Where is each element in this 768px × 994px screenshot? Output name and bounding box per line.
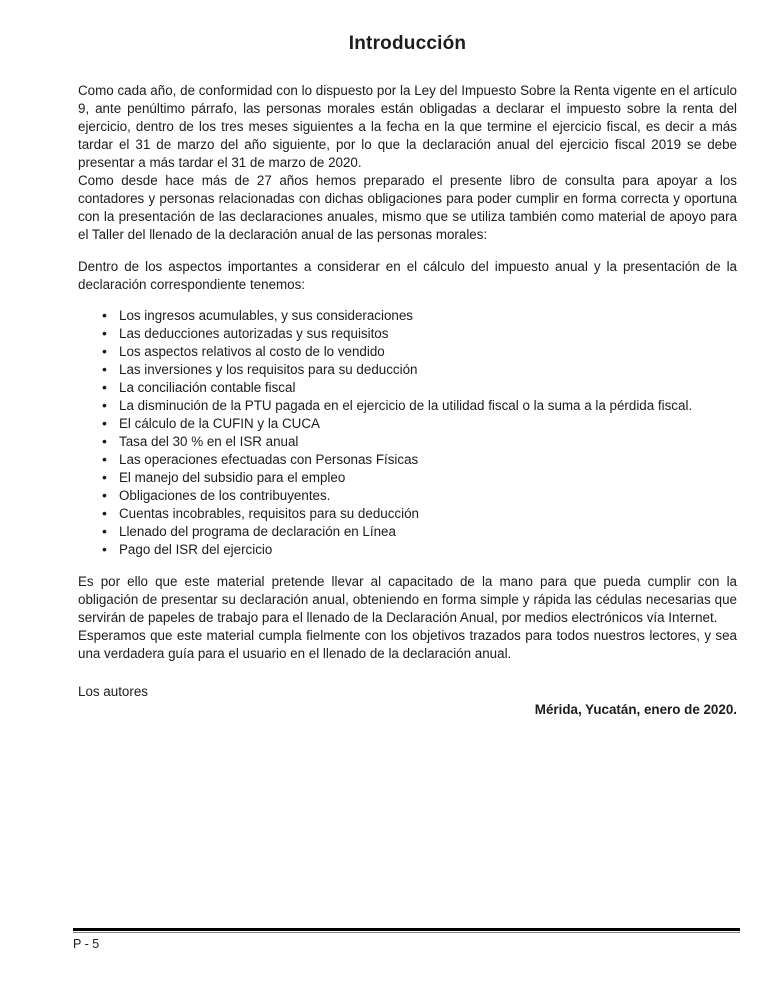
bullet-item: • Pago del ISR del ejercicio [78, 541, 737, 559]
bullet-item: • Cuentas incobrables, requisitos para su deducción [78, 505, 737, 523]
bullet-item: • Tasa del 30 % en el ISR anual [78, 433, 737, 451]
topic-bullet-list [78, 307, 737, 559]
bullet-item: • Las inversiones y los requisitos para su deducción [78, 361, 737, 379]
authors-line: Los autores [78, 684, 148, 699]
bullet-item: • Las deducciones autorizadas y sus requisitos [78, 325, 737, 343]
closing-paragraphs [78, 573, 737, 663]
paragraph: Es por ello que este material pretende llevar al capacitado de la mano para que pueda cumplir con la obligación de presentar su declaración anual, obteniendo en forma simple y rápida las cédulas necesarias que servirán de papeles de trabajo para el llenado de la Declaración Anual, por medios electrónicos vía Internet. [78, 574, 737, 625]
paragraph: Como cada año, de conformidad con lo dispuesto por la Ley del Impuesto Sobre la Renta vigente en el artículo 9, ante penúltimo párrafo, las personas morales están obligadas a declarar el impuesto sobre la renta del ejercicio, dentro de los tres meses siguientes a la fecha en la que termine el ejercicio fiscal, es decir a más tardar el 31 de marzo del año siguiente, por lo que la declaración anual del ejercicio fiscal 2019 se debe presentar a más tardar el 31 de marzo de 2020. [78, 83, 737, 170]
page-number: P - 5 [73, 937, 100, 951]
bullet-item: • La disminución de la PTU pagada en el ejercicio de la utilidad fiscal o la suma a la pérdida fiscal. [78, 397, 737, 415]
footer-rule-thick [73, 928, 740, 931]
bullet-item: • Las operaciones efectuadas con Personas Físicas [78, 451, 737, 469]
bullet-item: • Los aspectos relativos al costo de lo vendido [78, 343, 737, 361]
footer-rule-thin [73, 932, 740, 933]
bullet-item: • La conciliación contable fiscal [78, 379, 737, 397]
document-page [78, 33, 737, 719]
list-intro-paragraph: Dentro de los aspectos importantes a considerar en el cálculo del impuesto anual y la presentación de la declaración correspondiente tenemos: [78, 259, 737, 292]
bullet-item: • El manejo del subsidio para el empleo [78, 469, 737, 487]
intro-paragraphs [78, 82, 737, 244]
paragraph: Como desde hace más de 27 años hemos preparado el presente libro de consulta para apoyar a los contadores y personas relacionadas con dichas obligaciones para poder cumplir en forma correcta y oportuna con la presentación de las declaraciones anuales, mismo que se utiliza también como material de apoyo para el Taller del llenado de la declaración anual de las personas morales: [78, 173, 737, 242]
page-footer [73, 928, 740, 952]
dateline: Mérida, Yucatán, enero de 2020. [534, 702, 737, 717]
page-title: Introducción [348, 33, 467, 54]
bullet-item: • Los ingresos acumulables, y sus consideraciones [78, 307, 737, 325]
bullet-item: • El cálculo de la CUFIN y la CUCA [78, 415, 737, 433]
bullet-item: • Obligaciones de los contribuyentes. [78, 487, 737, 505]
paragraph: Esperamos que este material cumpla fielmente con los objetivos trazados para todos nuestros lectores, y sea una verdadera guía para el usuario en el llenado de la declaración anual. [78, 628, 737, 661]
bullet-item: • Llenado del programa de declaración en Línea [78, 523, 737, 541]
